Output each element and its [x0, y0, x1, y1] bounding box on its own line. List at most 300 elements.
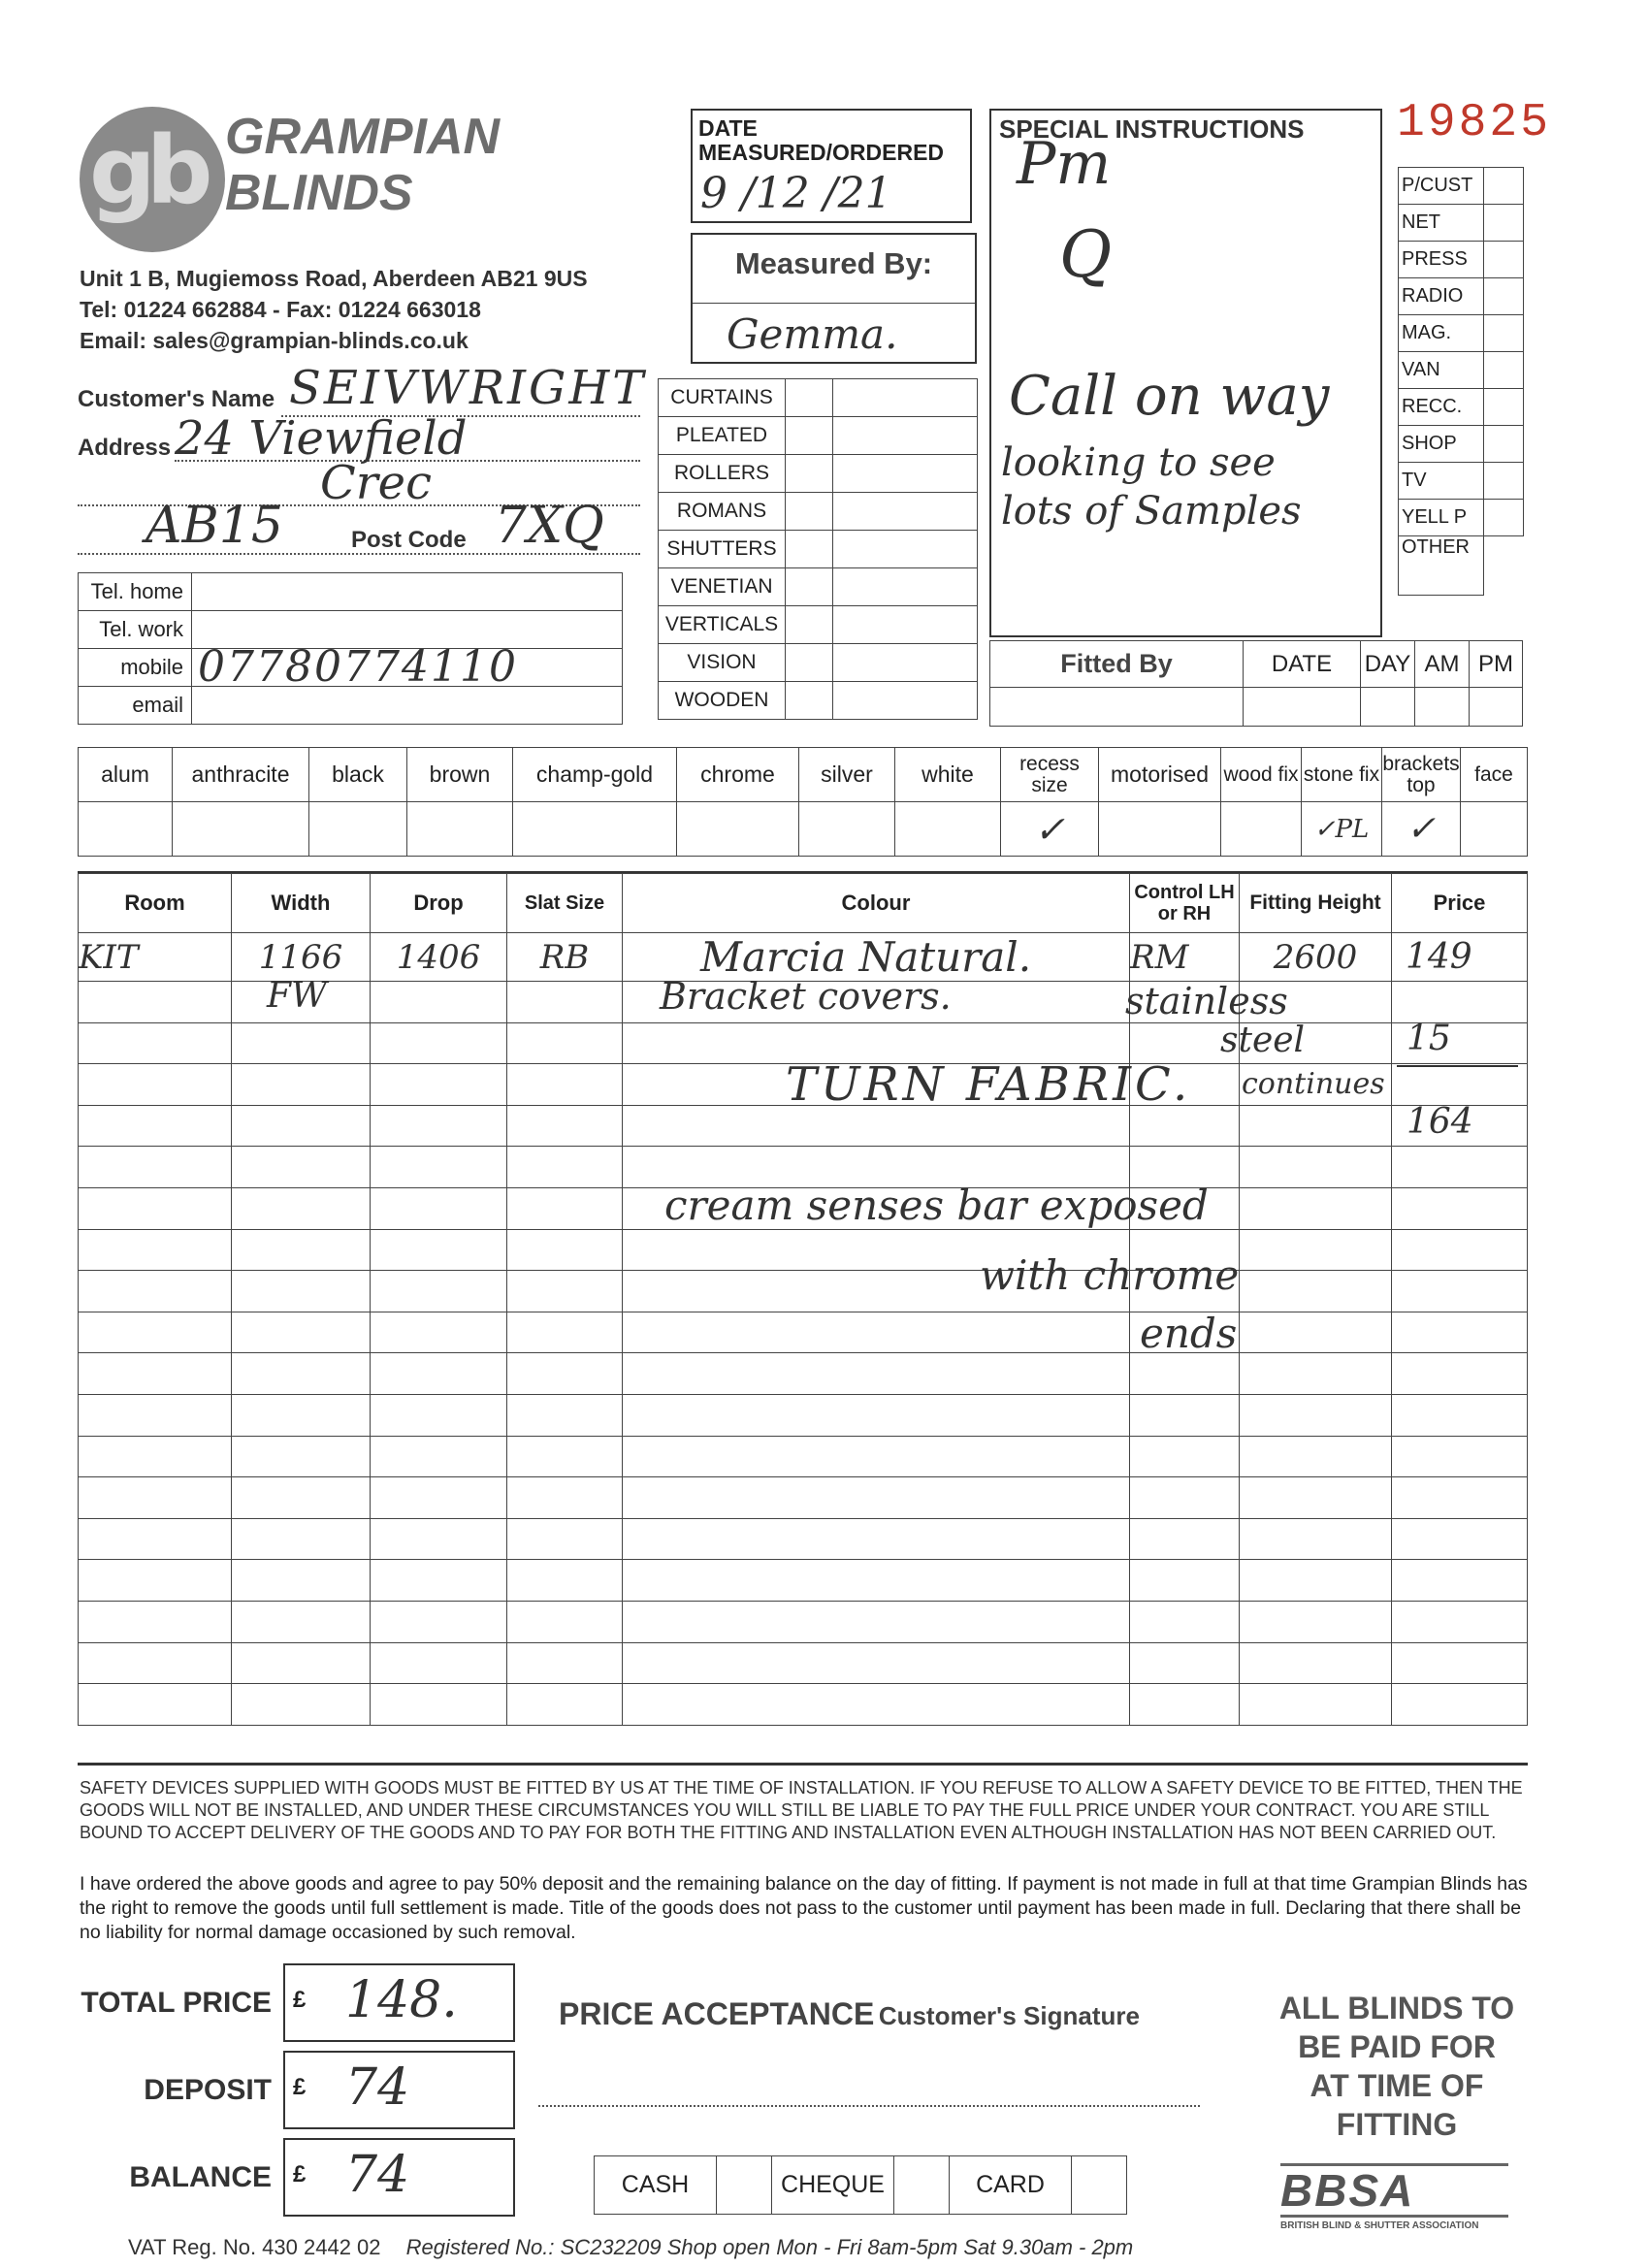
company-address: Unit 1 B, Mugiemoss Road, Aberdeen AB21 9US [80, 266, 588, 291]
table-cell[interactable] [507, 1684, 623, 1726]
total-price-label: TOTAL PRICE [81, 1987, 272, 2019]
table-cell[interactable] [623, 1642, 1130, 1684]
price-cell: 149 [1392, 933, 1528, 982]
table-cell[interactable] [79, 1022, 232, 1064]
wood-fix-label: wood fix [1221, 748, 1302, 802]
balance-box[interactable]: £ 74 [283, 2138, 515, 2217]
col-drop: Drop [371, 874, 507, 933]
table-cell[interactable] [79, 1105, 232, 1147]
table-cell[interactable] [507, 1560, 623, 1602]
brackets-face-checkbox[interactable] [1461, 802, 1528, 857]
product-notes[interactable] [833, 531, 978, 568]
table-cell[interactable] [507, 1229, 623, 1271]
payment-method-table [594, 2155, 1127, 2215]
table-cell[interactable] [79, 1312, 232, 1353]
table-cell[interactable] [1392, 1684, 1528, 1726]
table-cell[interactable] [507, 1105, 623, 1147]
table-cell[interactable] [79, 1684, 232, 1726]
table-cell[interactable] [1240, 1684, 1392, 1726]
colour-checkbox[interactable] [677, 802, 799, 857]
wood-fix-checkbox[interactable] [1221, 802, 1302, 857]
product-notes[interactable] [833, 682, 978, 720]
motorised-label: motorised [1099, 748, 1221, 802]
table-cell[interactable] [1240, 1271, 1392, 1312]
phone-label: mobile [79, 649, 192, 687]
vat-number: VAT Reg. No. 430 2442 02 [128, 2235, 381, 2259]
source-checkbox[interactable] [1484, 242, 1524, 278]
table-cell[interactable] [232, 1560, 371, 1602]
product-checkbox[interactable] [786, 531, 833, 568]
colour-checkbox[interactable] [407, 802, 513, 857]
fitted-pm-label: PM [1470, 641, 1523, 688]
control-note: continues [1242, 1067, 1385, 1101]
recess-size-label: recess size [1001, 748, 1099, 802]
special-instructions-box: SPECIAL INSTRUCTIONS Pm Q Call on way looking to see lots of Samples [989, 109, 1382, 637]
table-cell[interactable] [371, 1518, 507, 1560]
table-cell[interactable] [1240, 1105, 1392, 1147]
table-cell[interactable] [79, 1271, 232, 1312]
registered-info: Registered No.: SC232209 Shop open Mon - Fri 8am-5pm Sat 9.30am - 2pm [405, 2235, 1134, 2259]
col-fitting-height: Fitting Height [1240, 874, 1392, 933]
slat-cell: RB [507, 933, 623, 982]
product-checkbox[interactable] [786, 606, 833, 644]
payment-notice: ALL BLINDS TO BE PAID FOR AT TIME OF FITTING [1278, 1991, 1515, 2142]
address-line1: 24 Viewfield [175, 411, 468, 466]
table-cell[interactable] [1130, 1436, 1240, 1477]
source-item: NET [1399, 205, 1484, 242]
drop-cell: 1406 [371, 933, 507, 982]
product-label: VISION [659, 644, 786, 682]
table-cell[interactable] [371, 1064, 507, 1106]
colour-checkbox[interactable] [895, 802, 1001, 857]
table-cell[interactable] [1240, 1518, 1392, 1560]
table-cell[interactable] [1240, 1394, 1392, 1436]
table-row[interactable] [79, 1601, 1528, 1642]
table-row[interactable] [79, 1684, 1528, 1726]
col-slat-size: Slat Size [507, 874, 623, 933]
table-cell[interactable] [1130, 1518, 1240, 1560]
table-row[interactable] [79, 1312, 1528, 1353]
table-cell[interactable] [623, 1353, 1130, 1395]
colour-option: brown [407, 748, 513, 802]
table-cell[interactable] [1240, 1642, 1392, 1684]
table-row[interactable] [79, 1229, 1528, 1271]
table-cell[interactable] [507, 1518, 623, 1560]
table-cell[interactable] [1240, 1560, 1392, 1602]
table-cell[interactable] [623, 1394, 1130, 1436]
table-row[interactable] [79, 933, 1528, 982]
postcode-label: Post Code [351, 527, 467, 553]
table-cell[interactable] [1392, 1312, 1528, 1353]
source-item: PRESS [1399, 242, 1484, 278]
table-row[interactable] [79, 1560, 1528, 1602]
table-cell[interactable] [507, 1064, 623, 1106]
table-cell[interactable] [507, 1353, 623, 1395]
balance-value: 74 [345, 2146, 410, 2204]
fitted-pm-value[interactable] [1470, 688, 1523, 727]
table-cell[interactable] [371, 1684, 507, 1726]
safety-notice: SAFETY DEVICES SUPPLIED WITH GOODS MUST BE FITTED BY US AT THE TIME OF INSTALLATION. IF YOU REFUSE TO ALLOW A SAFETY DEVICE TO BE FITTED, THEN THE GOODS WILL NOT BE INSTALLED, AND UNDER THESE CIRCUMSTANCES YOU WILL STILL BE LIABLE TO PAY THE FULL PRICE UNDER YOUR CONTRACT. YOU ARE STILL BOUND TO ACCEPT DELIVERY OF THE GOODS AND TO PAY FOR BOTH THE FITTING AND INSTALLATION EVEN ALTHOUGH INSTALLATION HAS NOT BEEN CARRIED OUT. [80, 1778, 1523, 1842]
deposit-value: 74 [345, 2058, 410, 2117]
payment-cheque-label: CHEQUE [772, 2156, 894, 2215]
table-cell[interactable] [232, 1229, 371, 1271]
product-checkbox[interactable] [786, 455, 833, 493]
product-label: SHUTTERS [659, 531, 786, 568]
table-cell[interactable] [507, 1022, 623, 1064]
date-label: DATE MEASURED/ORDERED [698, 115, 945, 165]
table-cell[interactable] [232, 1518, 371, 1560]
table-cell[interactable] [1392, 1064, 1528, 1106]
customer-name-label: Customer's Name [78, 386, 275, 412]
table-cell[interactable] [1240, 1229, 1392, 1271]
signature-line[interactable] [538, 2105, 1200, 2107]
mobile-value[interactable]: 07780774110 [192, 649, 623, 687]
table-cell[interactable] [232, 1187, 371, 1229]
product-notes[interactable] [833, 455, 978, 493]
table-cell[interactable] [232, 1684, 371, 1726]
table-cell[interactable] [1392, 1560, 1528, 1602]
table-cell[interactable] [371, 1271, 507, 1312]
table-cell[interactable] [1392, 1642, 1528, 1684]
table-cell[interactable] [623, 1477, 1130, 1519]
payment-card-checkbox[interactable] [1072, 2156, 1127, 2215]
table-cell[interactable] [232, 1642, 371, 1684]
source-item: P/CUST [1399, 168, 1484, 205]
table-cell[interactable] [1392, 1394, 1528, 1436]
width-note: FW [267, 976, 327, 1016]
table-cell[interactable] [371, 1353, 507, 1395]
colour-note: ends [1140, 1310, 1238, 1357]
table-cell[interactable] [371, 1187, 507, 1229]
price-note: 15 [1406, 1019, 1451, 1058]
table-cell[interactable] [623, 1560, 1130, 1602]
table-cell[interactable] [79, 1229, 232, 1271]
table-cell[interactable] [1130, 1601, 1240, 1642]
table-cell[interactable] [79, 1642, 232, 1684]
colour-option: silver [799, 748, 895, 802]
colour-checkbox[interactable] [513, 802, 677, 857]
fitted-am-value[interactable] [1415, 688, 1470, 727]
payment-card-label: CARD [950, 2156, 1072, 2215]
table-cell[interactable] [507, 1642, 623, 1684]
colour-option: chrome [677, 748, 799, 802]
control-cell: RM [1130, 933, 1240, 982]
table-cell[interactable] [507, 1271, 623, 1312]
table-cell[interactable] [371, 1601, 507, 1642]
colour-option: black [309, 748, 407, 802]
stone-fix-label: stone fix [1302, 748, 1382, 802]
source-item: SHOP [1399, 426, 1484, 463]
col-price: Price [1392, 874, 1528, 933]
table-cell[interactable] [1392, 1187, 1528, 1229]
colour-note: cream senses bar exposed [664, 1182, 1209, 1229]
source-checkbox[interactable] [1484, 352, 1524, 389]
total-price-value: 148. [345, 1971, 458, 2029]
table-cell[interactable] [371, 982, 507, 1023]
product-label: VERTICALS [659, 606, 786, 644]
source-item: YELL P [1399, 500, 1484, 536]
table-cell[interactable] [371, 1147, 507, 1188]
table-cell[interactable] [1392, 1271, 1528, 1312]
bbsa-logo-icon: BBSA BRITISH BLIND & SHUTTER ASSOCIATION [1280, 2163, 1508, 2231]
date-measured-box [691, 109, 972, 223]
height-cell: 2600 [1240, 933, 1392, 982]
table-cell[interactable] [232, 1022, 371, 1064]
table-cell[interactable] [232, 1064, 371, 1106]
product-checkbox[interactable] [786, 493, 833, 531]
product-label: ROMANS [659, 493, 786, 531]
fitted-by-table [989, 640, 1523, 727]
payment-agreement: I have ordered the above goods and agree to pay 50% deposit and the remaining balance on the day of fitting. If payment is not made in full at that time Grampian Blinds has the right to remove the goods until full settlement is made. Title of the goods does not pass to the customer until payment has been made in full. Declaring that there shall be no liability for normal damage occasioned by such removal. [80, 1873, 1528, 1943]
col-colour: Colour [623, 874, 1130, 933]
table-row[interactable] [79, 1518, 1528, 1560]
postcode-value: 7XQ [495, 497, 604, 555]
table-cell[interactable] [1240, 1147, 1392, 1188]
table-cell[interactable] [371, 1394, 507, 1436]
date-value: 9 /12 /21 [700, 169, 892, 218]
phone-label: Tel. home [79, 573, 192, 611]
colour-option: white [895, 748, 1001, 802]
table-cell[interactable] [507, 1394, 623, 1436]
colour-note: Bracket covers. [660, 975, 952, 1018]
room-cell: KIT [79, 933, 232, 982]
product-notes[interactable] [833, 644, 978, 682]
source-item: TV [1399, 463, 1484, 500]
address-line2: Crec [320, 456, 432, 510]
total-price-box[interactable]: £ 148. [283, 1963, 515, 2042]
table-cell[interactable] [79, 982, 232, 1023]
postcode-area: AB15 [146, 497, 283, 555]
source-checkbox[interactable] [1484, 315, 1524, 352]
table-cell[interactable] [1130, 1642, 1240, 1684]
table-cell[interactable] [1392, 1353, 1528, 1395]
table-cell[interactable] [623, 1436, 1130, 1477]
colour-option: champ-gold [513, 748, 677, 802]
source-checkbox[interactable] [1484, 426, 1524, 463]
table-cell[interactable] [232, 1312, 371, 1353]
product-checkbox[interactable] [786, 568, 833, 606]
table-cell[interactable] [1240, 1601, 1392, 1642]
product-table [658, 378, 978, 720]
brackets-face-label: face [1461, 748, 1528, 802]
source-item: VAN [1399, 352, 1484, 389]
table-cell[interactable] [507, 1312, 623, 1353]
table-cell[interactable] [79, 1187, 232, 1229]
table-cell[interactable] [232, 1477, 371, 1519]
source-checkbox[interactable] [1484, 278, 1524, 315]
company-email: Email: sales@grampian-blinds.co.uk [80, 328, 469, 353]
source-item: MAG. [1399, 315, 1484, 352]
table-cell[interactable] [371, 1022, 507, 1064]
table-cell[interactable] [232, 1105, 371, 1147]
table-cell[interactable] [79, 1394, 232, 1436]
product-checkbox[interactable] [786, 682, 833, 720]
price-acceptance: PRICE ACCEPTANCE Customer's Signature [559, 1996, 1140, 2031]
measured-by-label: Measured By: [734, 246, 933, 280]
table-cell[interactable] [623, 1312, 1130, 1353]
product-notes[interactable] [833, 379, 978, 417]
product-checkbox[interactable] [786, 379, 833, 417]
payment-cash-label: CASH [595, 2156, 717, 2215]
source-checkbox[interactable] [1484, 389, 1524, 426]
source-checkbox[interactable] [1484, 463, 1524, 500]
table-cell[interactable] [507, 1436, 623, 1477]
table-cell[interactable] [1130, 1353, 1240, 1395]
table-cell[interactable] [507, 1601, 623, 1642]
table-cell[interactable] [1240, 1312, 1392, 1353]
price-total-note: 164 [1406, 1102, 1473, 1142]
company-logo-icon: gb [80, 107, 225, 252]
product-checkbox[interactable] [786, 644, 833, 682]
source-item: RECC. [1399, 389, 1484, 426]
control-note: stainless [1125, 980, 1288, 1022]
table-row[interactable] [79, 1353, 1528, 1395]
table-cell[interactable] [232, 1353, 371, 1395]
payment-cheque-checkbox[interactable] [894, 2156, 950, 2215]
fitted-by-value[interactable] [990, 688, 1244, 727]
table-cell[interactable] [232, 1436, 371, 1477]
table-cell[interactable] [371, 1436, 507, 1477]
table-cell[interactable] [1392, 982, 1528, 1023]
table-cell[interactable] [1392, 1477, 1528, 1519]
table-cell[interactable] [371, 1560, 507, 1602]
special-instructions-label: SPECIAL INSTRUCTIONS [999, 114, 1305, 144]
brackets-top-check[interactable]: ✓ [1382, 802, 1461, 857]
company-name: GRAMPIAN BLINDS [225, 109, 501, 221]
fitted-day-value[interactable] [1361, 688, 1415, 727]
table-cell[interactable] [371, 1642, 507, 1684]
table-cell[interactable] [79, 1477, 232, 1519]
colour-cell: Marcia Natural. [623, 933, 1130, 982]
source-checkbox[interactable] [1484, 168, 1524, 205]
email-value[interactable] [192, 687, 623, 725]
product-notes[interactable] [833, 606, 978, 644]
table-cell[interactable] [1130, 1394, 1240, 1436]
table-cell[interactable] [232, 1271, 371, 1312]
source-item: RADIO [1399, 278, 1484, 315]
order-number: 19825 [1397, 97, 1552, 149]
colour-option: alum [79, 748, 173, 802]
control-note: steel [1220, 1021, 1306, 1060]
col-width: Width [232, 874, 371, 933]
table-cell[interactable] [623, 1684, 1130, 1726]
table-row[interactable] [79, 1436, 1528, 1477]
colour-option: anthracite [173, 748, 309, 802]
phone-label: email [79, 687, 192, 725]
company-phone: Tel: 01224 662884 - Fax: 01224 663018 [80, 297, 481, 322]
colour-checkbox[interactable] [173, 802, 309, 857]
table-row[interactable] [79, 1271, 1528, 1312]
table-cell[interactable] [79, 1601, 232, 1642]
colour-checkbox[interactable] [79, 802, 173, 857]
table-cell[interactable] [1240, 1436, 1392, 1477]
table-cell[interactable] [79, 1518, 232, 1560]
customer-name-value: SEIVWRIGHT [289, 361, 647, 415]
table-row[interactable] [79, 1642, 1528, 1684]
table-cell[interactable] [232, 1394, 371, 1436]
footer [128, 2235, 1133, 2260]
deposit-label: DEPOSIT [144, 2074, 272, 2106]
table-cell[interactable] [623, 1518, 1130, 1560]
table-cell[interactable] [1392, 1229, 1528, 1271]
table-cell[interactable] [79, 1436, 232, 1477]
colour-checkbox[interactable] [799, 802, 895, 857]
table-row[interactable] [79, 1394, 1528, 1436]
col-control: Control LH or RH [1130, 874, 1240, 933]
table-cell[interactable] [79, 1064, 232, 1106]
address-label: Address [78, 435, 172, 461]
motorised-checkbox[interactable] [1099, 802, 1221, 857]
brackets-top-label: brackets top [1382, 748, 1461, 802]
table-cell[interactable] [232, 1147, 371, 1188]
source-list [1398, 167, 1524, 596]
deposit-box[interactable]: £ 74 [283, 2051, 515, 2129]
colour-options-table [78, 747, 1528, 857]
table-cell[interactable] [79, 1147, 232, 1188]
table-cell[interactable] [371, 1105, 507, 1147]
fitted-day-label: DAY [1361, 641, 1415, 688]
table-cell[interactable] [1130, 1560, 1240, 1602]
balance-label: BALANCE [129, 2161, 272, 2193]
source-checkbox[interactable] [1484, 500, 1524, 536]
table-cell[interactable] [507, 1187, 623, 1229]
table-cell[interactable] [623, 1601, 1130, 1642]
phone-value[interactable] [192, 573, 623, 611]
product-notes[interactable] [833, 417, 978, 455]
table-cell[interactable] [371, 1229, 507, 1271]
product-label: CURTAINS [659, 379, 786, 417]
table-cell[interactable] [1392, 1436, 1528, 1477]
product-checkbox[interactable] [786, 417, 833, 455]
source-checkbox[interactable] [1484, 205, 1524, 242]
table-cell[interactable] [1240, 1477, 1392, 1519]
colour-checkbox[interactable] [309, 802, 407, 857]
colour-note: with chrome [980, 1251, 1240, 1299]
measured-by-value: Gemma. [727, 310, 898, 358]
product-label: PLEATED [659, 417, 786, 455]
table-cell[interactable] [1392, 1601, 1528, 1642]
table-cell[interactable] [1392, 1518, 1528, 1560]
table-cell[interactable] [1130, 1684, 1240, 1726]
table-cell[interactable] [371, 1477, 507, 1519]
table-cell[interactable] [232, 1601, 371, 1642]
phone-table [78, 572, 623, 725]
product-notes[interactable] [833, 493, 978, 531]
product-label: ROLLERS [659, 455, 786, 493]
table-cell[interactable] [507, 1147, 623, 1188]
table-cell[interactable] [79, 1560, 232, 1602]
recess-size-check[interactable]: ✓ [1001, 802, 1099, 857]
table-cell[interactable] [507, 982, 623, 1023]
fitted-date-value[interactable] [1244, 688, 1361, 727]
source-item: OTHER [1399, 536, 1484, 596]
stone-fix-check[interactable]: ✓PL [1302, 802, 1382, 857]
col-room: Room [79, 874, 232, 933]
table-row[interactable] [79, 1477, 1528, 1519]
table-cell[interactable] [79, 1353, 232, 1395]
width-cell: 1166 [232, 933, 371, 982]
table-cell[interactable] [1240, 1187, 1392, 1229]
table-cell[interactable] [507, 1477, 623, 1519]
table-cell[interactable] [1130, 1477, 1240, 1519]
payment-cash-checkbox[interactable] [717, 2156, 772, 2215]
table-cell[interactable] [1392, 1147, 1528, 1188]
table-cell[interactable] [1240, 1353, 1392, 1395]
product-notes[interactable] [833, 568, 978, 606]
table-cell[interactable] [371, 1312, 507, 1353]
product-label: WOODEN [659, 682, 786, 720]
fitted-date-label: DATE [1244, 641, 1361, 688]
